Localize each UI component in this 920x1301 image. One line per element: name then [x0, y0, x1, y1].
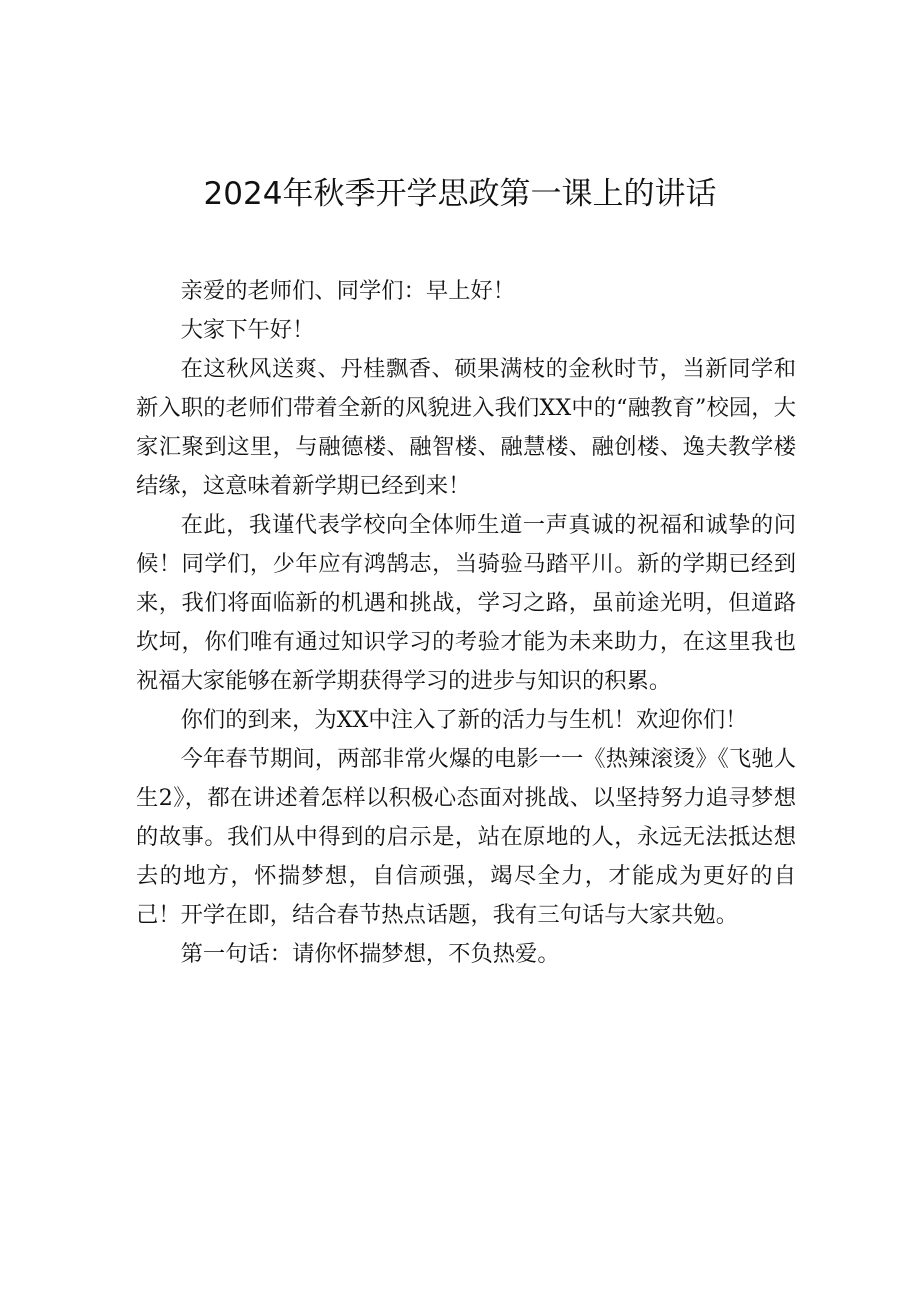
paragraph-first-sentence: 第一句话：请你怀揣梦想，不负热爱。 — [180, 941, 560, 967]
paragraph-greeting: 亲爱的老师们、同学们：早上好！ — [180, 278, 516, 304]
paragraph-movies: 今年春节期间，两部非常火爆的电影一一《热辣滚烫》《飞驰人生2》，都在讲述着怎样以积极心态面对挑战、以坚持努力追寻梦想的故事。我们从中得到的启示是，站在原地的人，永远无法抵达想去的地方，怀揣梦想，自信顽强，竭尽全力，才能成为更好的自己！开学在即，结合春节热点话题，我有三句话与大家共勉。 — [136, 746, 796, 928]
document-body — [136, 272, 796, 974]
paragraph-opening: 在这秋风送爽、丹桂飘香、硕果满枝的金秋时节，当新同学和新入职的老师们带着全新的风貌进入我们XX中的“融教育”校园，大家汇聚到这里，与融德楼、融智楼、融慧楼、融创楼、逸夫教学楼结缘，这意味着新学期已经到来！ — [136, 356, 796, 499]
paragraph-afternoon-greeting: 大家下午好！ — [180, 317, 315, 343]
paragraph-welcome: 你们的到来，为XX中注入了新的活力与生机！欢迎你们！ — [180, 707, 748, 733]
paragraph-blessing: 在此，我谨代表学校向全体师生道一声真诚的祝福和诚挚的问候！同学们，少年应有鸿鹄志，当骑验马踏平川。新的学期已经到来，我们将面临新的机遇和挑战，学习之路，虽前途光明，但道路坎坷，你们唯有通过知识学习的考验才能为未来助力，在这里我也祝福大家能够在新学期获得学习的进步与知识的积累。 — [136, 512, 796, 694]
document-title: 2024年秋季开学思政第一课上的讲话 — [203, 176, 717, 212]
